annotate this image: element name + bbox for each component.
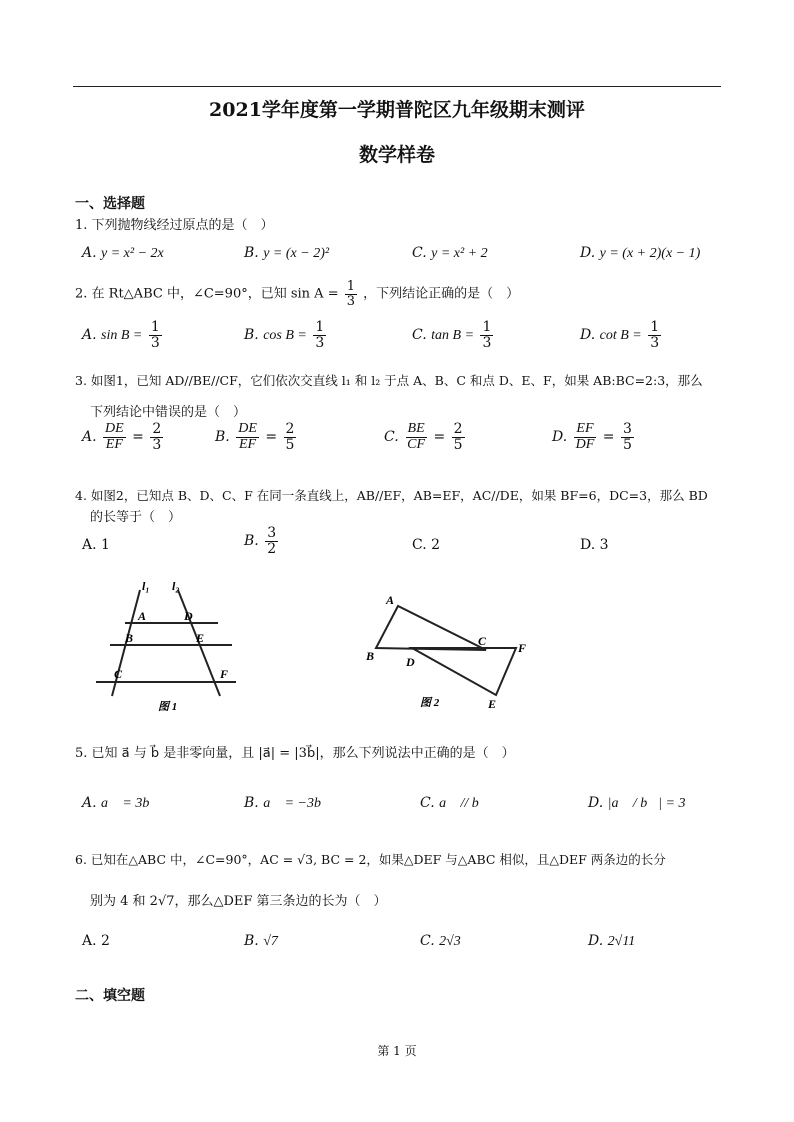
option-letter: C.	[412, 245, 427, 261]
label-A: A	[138, 609, 147, 623]
q6-option-c: C. 2√3	[420, 933, 461, 949]
question-2-stem	[75, 280, 519, 308]
option-letter: B.	[244, 245, 259, 261]
q5-option-a: A. a⃗ = 3b⃗	[82, 795, 161, 811]
question-5-stem: 5. 已知 a⃗ 与 b⃗ 是非零向量，且 |a⃗| = |3b⃗|，那么下列说法中正确的是（ ）	[75, 746, 515, 761]
q2-option-d: D. cot B = $\frac{1}{3}$	[580, 319, 660, 351]
question-3-line-2: 下列结论中错误的是（ ）	[90, 405, 247, 420]
triangle-ABC	[376, 606, 486, 650]
figure-2-caption: 图 2	[420, 697, 440, 709]
question-1-stem: 1. 下列抛物线经过原点的是（ ）	[75, 218, 274, 233]
q4-option-a: A. 1	[82, 537, 110, 553]
page-subtitle: 数学样卷	[358, 144, 435, 166]
q3-option-b: B. $\frac{DE}{EF}$ = $\frac{2}{5}$	[215, 421, 295, 453]
q4-option-c: C. 2	[412, 537, 441, 553]
q3-option-d: D. $\frac{EF}{DF}$ = $\frac{3}{5}$	[552, 421, 632, 453]
q1-option-d	[580, 245, 700, 262]
label-C: C	[478, 634, 487, 648]
q1-option-c	[412, 245, 488, 262]
label-B: B	[366, 649, 375, 663]
label-D: D	[184, 609, 193, 623]
q4-option-d: D. 3	[580, 537, 609, 553]
option-expression: y = (x − 2)²	[263, 246, 330, 261]
q5-option-c: C. a⃗ // b⃗	[420, 795, 490, 811]
question-4-line-2: 的长等于（ ）	[90, 510, 182, 525]
q2-option-b: B. cos B = $\frac{1}{3}$	[244, 319, 325, 351]
q2-stem-part-1: 2. 在 Rt△ABC 中，∠C=90°，已知 sin A =	[75, 286, 339, 302]
label-F: F	[518, 641, 527, 655]
q6-option-b: B. √7	[244, 933, 278, 949]
label-F: F	[220, 667, 229, 681]
q2-stem-part-2: ，下列结论正确的是（ ）	[363, 286, 520, 302]
label-C: C	[114, 667, 123, 681]
question-4-line-1: 4. 如图2，已知点 B、D、C、F 在同一条直线上，AB//EF，AB=EF，AC//DE，如果 BF=6，DC=3，那么 BD	[75, 488, 708, 503]
q5-option-b: B. a⃗ = −3b⃗	[244, 795, 332, 811]
figure-1-diagram	[90, 578, 250, 718]
q2-given-fraction: $\frac{1}{3}$	[346, 279, 356, 309]
label-B: B	[125, 631, 134, 645]
q3-option-a: A. $\frac{DE}{EF}$ = $\frac{2}{3}$	[82, 421, 162, 453]
question-3-line-1: 3. 如图1，已知 AD//BE//CF，它们依次交直线 l₁ 和 l₂ 于点 A、B、C 和点 D、E、F，如果 AB:BC=2:3，那么	[75, 373, 703, 388]
q1-option-b	[244, 245, 329, 262]
label-l1: l₁	[142, 579, 150, 593]
option-letter: D.	[580, 245, 596, 261]
label-l2: l₂	[172, 579, 180, 593]
header-rule	[73, 86, 721, 87]
section-heading-fill: 二、填空题	[75, 988, 145, 1004]
label-E: E	[196, 631, 205, 645]
option-expression: y = x² + 2	[431, 246, 488, 261]
option-expression: y = (x + 2)(x − 1)	[599, 246, 701, 261]
section-heading-choice: 一、选择题	[75, 196, 145, 212]
q1-option-a	[82, 245, 164, 262]
label-A: A	[386, 593, 395, 607]
label-E: E	[488, 697, 497, 711]
page-number: 第 1 页	[377, 1044, 417, 1058]
q6-option-d: D. 2√11	[588, 933, 636, 949]
option-expression: y = x² − 2x	[101, 246, 164, 261]
page-title: 2021学年度第一学期普陀区九年级期末测评	[209, 99, 585, 121]
figure-1-caption: 图 1	[158, 701, 178, 713]
q6-option-a: A. 2	[82, 933, 110, 949]
figure-2-diagram	[360, 588, 540, 718]
q5-option-d: D. |a⃗ / b⃗| = 3	[588, 795, 686, 811]
q2-option-a: A. sin B = $\frac{1}{3}$	[82, 319, 160, 351]
q2-option-c: C. tan B = $\frac{1}{3}$	[412, 319, 492, 351]
question-6-line-1: 6. 已知在△ABC 中，∠C=90°，AC = √3, BC = 2，如果△DEF 与△ABC 相似，且△DEF 两条边的长分	[75, 852, 666, 867]
option-letter: A.	[82, 245, 97, 261]
question-6-line-2: 别为 4 和 2√7，那么△DEF 第三条边的长为（ ）	[90, 894, 387, 909]
triangle-DFE	[412, 648, 516, 695]
q3-option-c: C. $\frac{BE}{CF}$ = $\frac{2}{5}$	[384, 421, 463, 453]
q4-option-b: B. $\frac{3}{2}$	[244, 525, 277, 557]
label-D: D	[406, 655, 415, 669]
